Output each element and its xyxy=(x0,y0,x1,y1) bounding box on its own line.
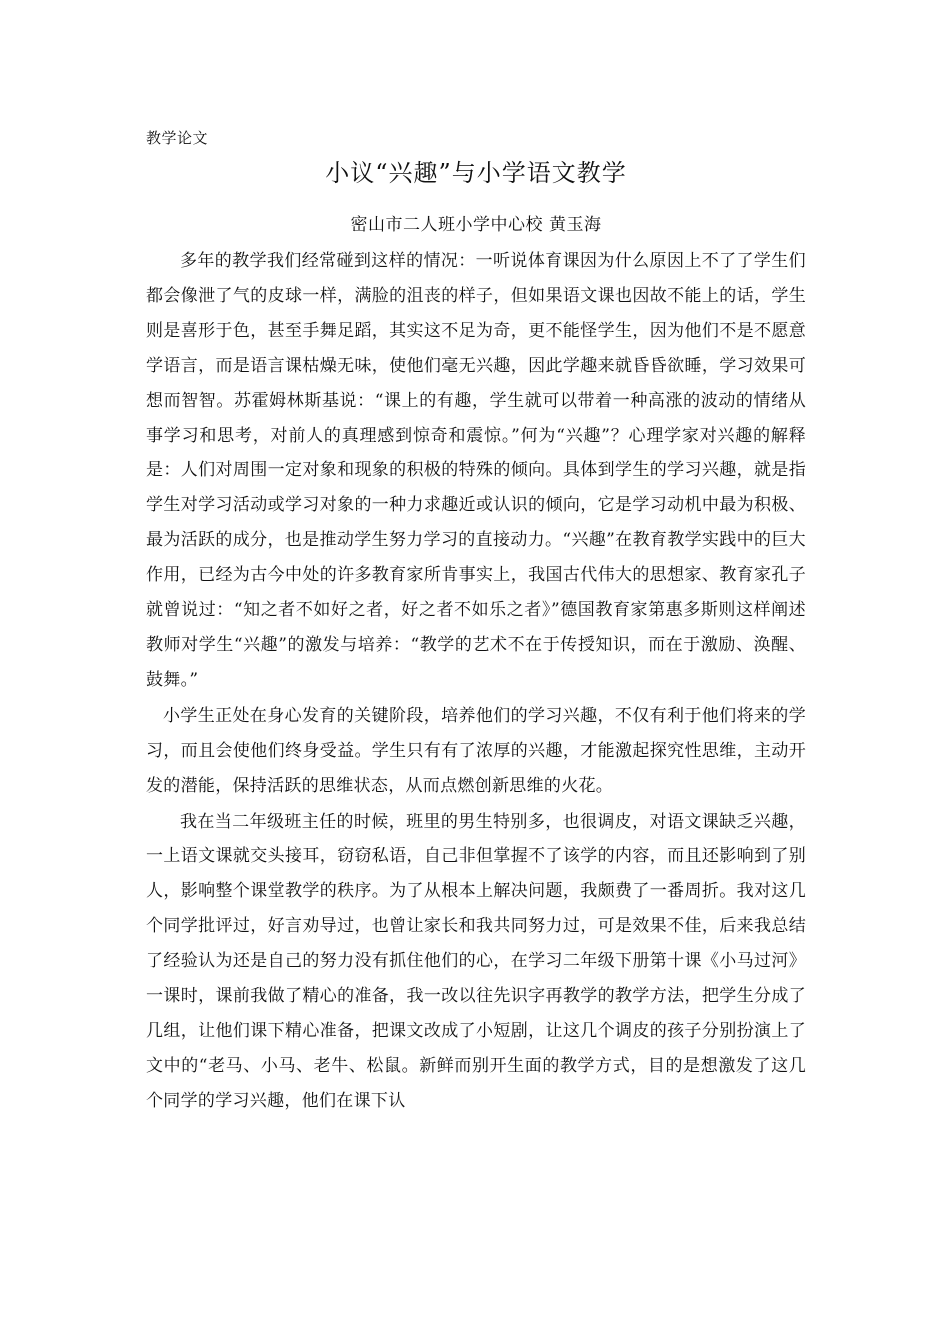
document-category: 教学论文 xyxy=(146,129,209,147)
paragraph: 我在当二年级班主任的时候，班里的男生特别多，也很调皮，对语文课缺乏兴趣，一上语文课就交头接耳，窃窃私语，自己非但掌握不了该学的内容，而且还影响到了别人，影响整个课堂教学的秩序。为了从根本上解决问题，我颇费了一番周折。我对这几个同学批评过，好言劝导过，也曾让家长和我共同努力过，可是效果不佳，后来我总结了经验认为还是自己的努力没有抓住他们的心，在学习二年级下册第十课《小马过河》一课时，课前我做了精心的准备，我一改以往先识字再教学的教学方法，把学生分成了几组，让他们课下精心准备，把课文改成了小短剧，让这几个调皮的孩子分别扮演上了文中的“老马、小马、老牛、松鼠。新鲜而别开生面的教学方式，目的是想激发了这几个同学的学习兴趣，他们在课下认 xyxy=(146,811,806,1111)
document-title: 小议“兴趣”与小学语文教学 xyxy=(325,159,627,187)
paragraph: 小学生正处在身心发育的关键阶段，培养他们的学习兴趣，不仅有利于他们将来的学习，而且会使他们终身受益。学生只有有了浓厚的兴趣，才能激起探究性思维，主动开发的潜能，保持活跃的思维状态，从而点燃创新思维的火花。 xyxy=(146,705,806,796)
paragraph: 多年的教学我们经常碰到这样的情况：一听说体育课因为什么原因上不了了学生们都会像泄了气的皮球一样，满脸的沮丧的样子，但如果语文课也因故不能上的话，学生则是喜形于色，甚至手舞足蹈，其实这不足为奇，更不能怪学生，因为他们不是不愿意学语言，而是语言课枯燥无味，使他们毫无兴趣，因此学趣来就昏昏欲睡，学习效果可想而智智。苏霍姆林斯基说：“课上的有趣，学生就可以带着一种高涨的波动的情绪从事学习和思考，对前人的真理感到惊奇和震惊。”何为“兴趣”？心理学家对兴趣的解释是：人们对周围一定对象和现象的积极的特殊的倾向。具体到学生的学习兴趣，就是指学生对学习活动或学习对象的一种力求趣近或认识的倾向，它是学习动机中最为积极、最为活跃的成分，也是推动学生努力学习的直接动力。“兴趣”在教育教学实践中的巨大作用，已经为古今中处的许多教育家所肯事实上，我国古代伟大的思想家、教育家孔子就曾说过：“知之者不如好之者，好之者不如乐之者》”德国教育家第惠多斯则这样阐述教师对学生“兴趣”的激发与培养：“教学的艺术不在于传授知识，而在于激励、涣醒、鼓舞。” xyxy=(146,251,806,690)
document-author: 密山市二人班小学中心校 黄玉海 xyxy=(350,215,602,235)
document-body xyxy=(146,244,806,1119)
